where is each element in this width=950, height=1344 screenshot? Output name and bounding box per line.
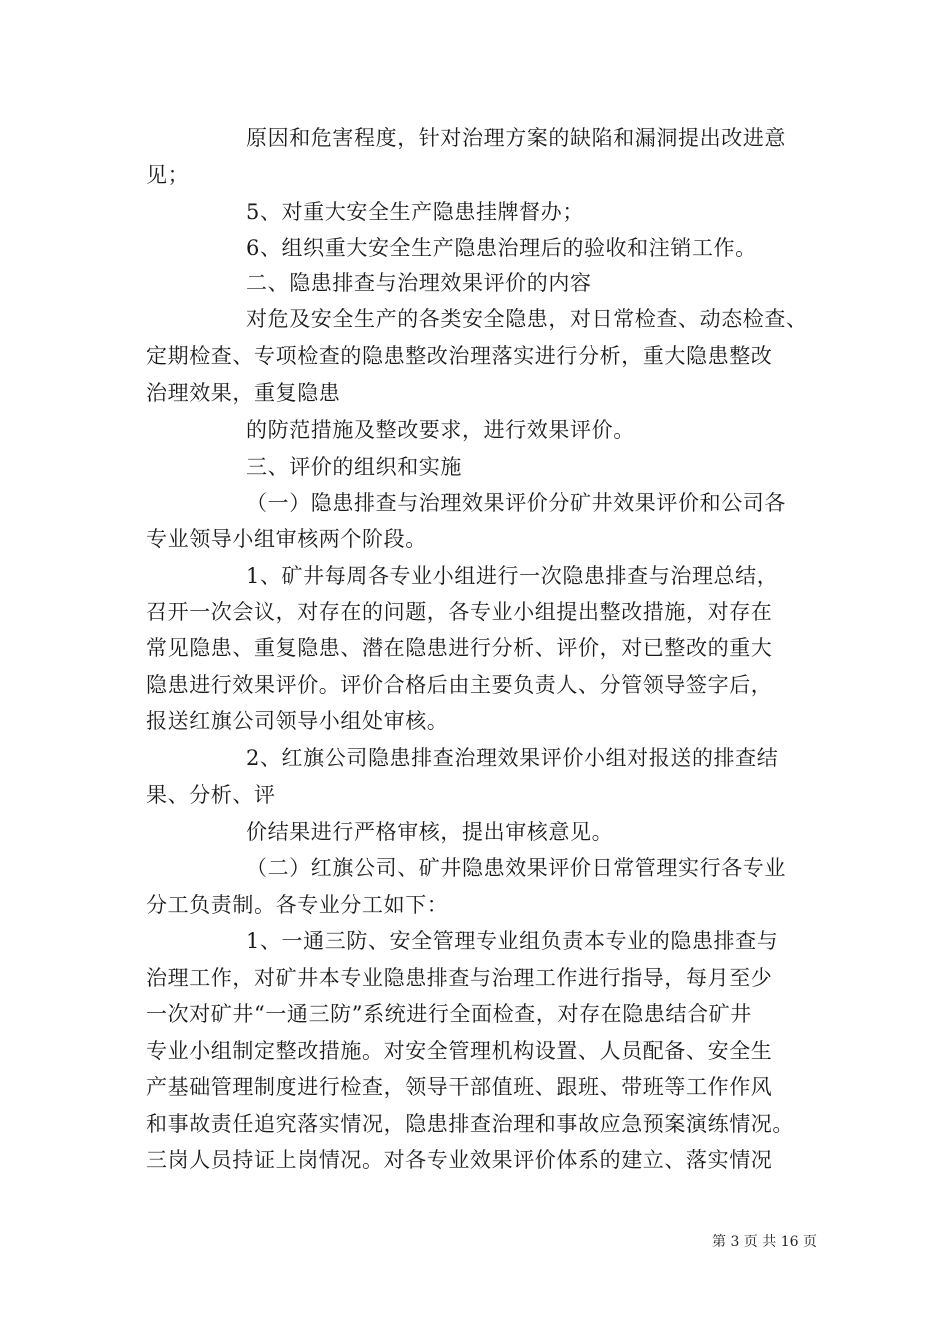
text-line: 价结果进行严格审核，提出审核意见。 — [246, 820, 614, 844]
text-line: 的防范措施及整改要求，进行效果评价。 — [246, 418, 635, 442]
text-line: 分工负责制。各专业分工如下： — [146, 893, 449, 917]
text-line: 常见隐患、重复隐患、潜在隐患进行分析、评价，对已整改的重大 — [146, 636, 773, 660]
text-line: 定期检查、专项检查的隐患整改治理落实进行分析，重大隐患整改 — [146, 344, 773, 368]
text-line: 1、矿井每周各专业小组进行一次隐患排查与治理总结， — [246, 564, 779, 588]
section-heading: 三、评价的组织和实施 — [246, 455, 462, 479]
text-line: （一）隐患排查与治理效果评价分矿井效果评价和公司各 — [246, 491, 786, 515]
text-line: 见； — [146, 163, 190, 187]
text-line: 治理工作，对矿井本专业隐患排查与治理工作进行指导，每月至少 — [146, 966, 773, 990]
text-line: 治理效果，重复隐患 — [146, 381, 341, 405]
section-heading: 二、隐患排查与治理效果评价的内容 — [246, 271, 592, 295]
text-line: （二）红旗公司、矿井隐患效果评价日常管理实行各专业 — [246, 856, 786, 880]
text-line: 专业小组制定整改措施。对安全管理机构设置、人员配备、安全生 — [146, 1039, 773, 1063]
text-line: 2、红旗公司隐患排查治理效果评价小组对报送的排查结 — [246, 746, 779, 770]
text-line: 三岗人员持证上岗情况。对各专业效果评价体系的建立、落实情况 — [146, 1148, 773, 1172]
text-line: 召开一次会议，对存在的问题，各专业小组提出整改措施，对存在 — [146, 600, 773, 624]
text-line: 5、对重大安全生产隐患挂牌督办； — [246, 200, 584, 224]
text-line: 报送红旗公司领导小组处审核。 — [146, 709, 449, 733]
text-line: 一次对矿井“一通三防”系统进行全面检查，对存在隐患结合矿井 — [146, 1002, 752, 1026]
text-line: 1、一通三防、安全管理专业组负责本专业的隐患排查与 — [246, 929, 779, 953]
text-line: 果、分析、评 — [146, 783, 276, 807]
text-line: 对危及安全生产的各类安全隐患，对日常检查、动态检查、 — [246, 307, 808, 331]
text-line: 和事故责任追究落实情况，隐患排查治理和事故应急预案演练情况。 — [146, 1112, 794, 1136]
text-line: 产基础管理制度进行检查，领导干部值班、跟班、带班等工作作风 — [146, 1075, 773, 1099]
text-line: 原因和危害程度，针对治理方案的缺陷和漏洞提出改进意 — [246, 126, 786, 150]
page-number: 第 3 页 共 16 页 — [712, 1234, 817, 1250]
text-line: 6、组织重大安全生产隐患治理后的验收和注销工作。 — [246, 236, 757, 260]
text-line: 专业领导小组审核两个阶段。 — [146, 527, 427, 551]
text-line: 隐患进行效果评价。评价合格后由主要负责人、分管领导签字后， — [146, 673, 773, 697]
